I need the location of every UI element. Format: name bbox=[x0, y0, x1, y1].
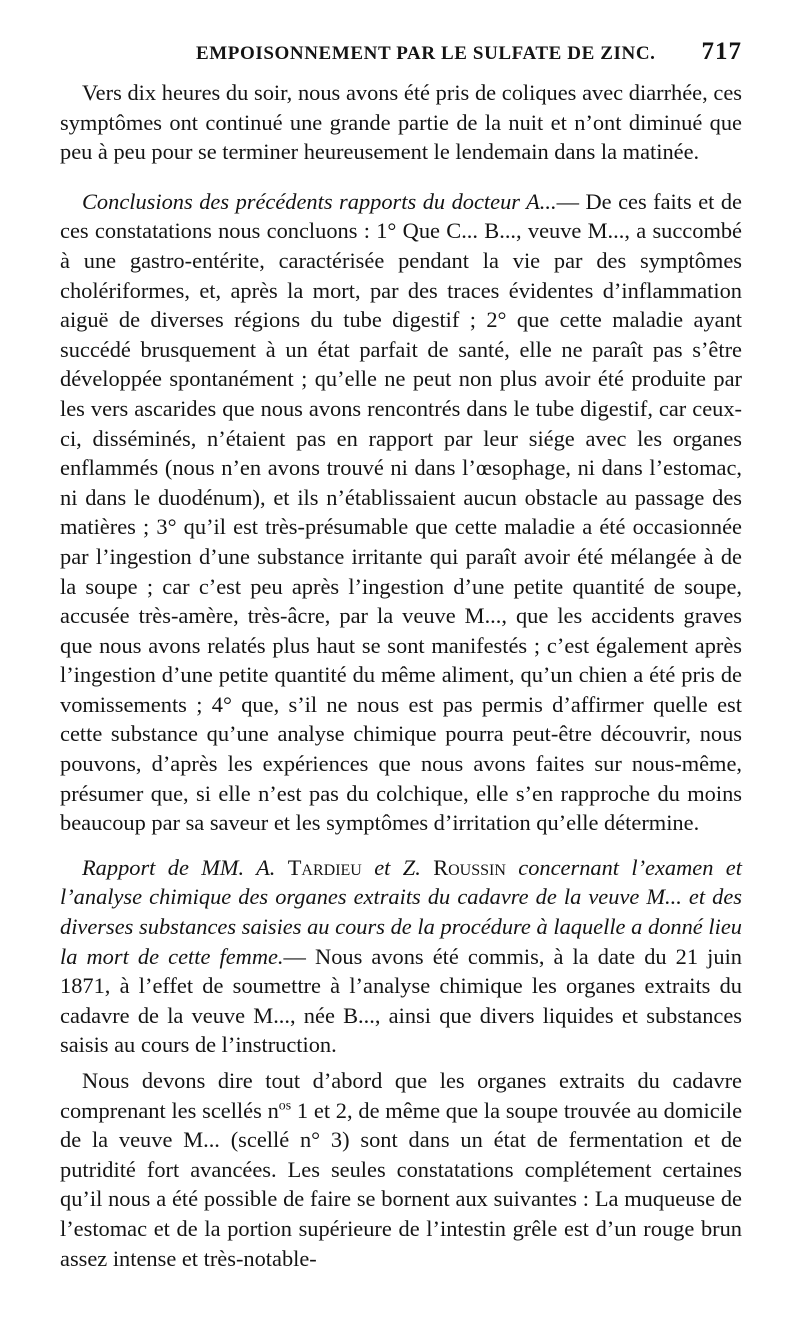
paragraph-symptoms bbox=[60, 78, 742, 167]
section-heading-rapport: Rapport de MM. A. Tardieu et Z. Roussin concernant l’examen et l’analyse chimique des organes extraits du cadavre de la veuve M... et des diverses substances saisies au cours de la procédure à laquelle a donné lieu la mort de cette femme. bbox=[60, 854, 742, 969]
paragraph-conclusions bbox=[60, 187, 742, 838]
running-head: EMPOISONNEMENT PAR LE SULFATE DE ZINC. bbox=[195, 43, 656, 64]
paragraph-rapport bbox=[60, 853, 742, 1060]
paragraph-text: — De ces faits et de ces constatations nous concluons : 1° Que C... B..., veuve M..., a succombé à une gastro-entérite, caractérisée pendant la vie par des symptômes cholériformes, et, après la mort, par des traces évidentes d’inflammation aiguë de diverses régions du tube digestif ; 2° que cette maladie ayant succédé brusquement à un état parfait de santé, elle ne paraît pas s’être développée spontanément ; qu’elle ne peut non plus avoir été produite par les vers ascarides que nous avons rencontrés dans le tube digestif, car ceux-ci, disséminés, n’étaient pas en rapport par leur siége avec les organes enflammés (nous n’en avons trouvé ni dans l’œsophage, ni dans l’estomac, ni dans le duodénum), et ils n’établissaient aucun obstacle au passage des matières ; 3° qu’il est très-présumable que cette maladie a été occasionnée par l’ingestion d’une substance irritante qui paraît avoir été mélangée à de la soupe ; car c’est peu après l’ingestion d’une petite quantité de soupe, accusée très-amère, très-âcre, par la veuve M..., que les accidents graves que nous avons relatés plus haut se sont manifestés ; c’est également après l’ingestion d’une petite quantité du même aliment, qu’un chien a été pris de vomissements ; 4° que, s’il ne nous est pas permis d’affirmer quelle est cette substance qu’une analyse chimique pourra peut-être découvrir, nous pouvons, d’après les expériences que nous avons faites sur nous-même, présumer que, si elle n’est pas du colchique, elle s’en rapproche du moins beaucoup par sa saveur et les symptômes d’irritation qu’elle détermine. bbox=[60, 188, 742, 836]
page-header bbox=[60, 38, 742, 78]
paragraph-text: Vers dix heures du soir, nous avons été pris de coliques avec diarrhée, ces symptômes ont continué une grande partie de la nuit et n’ont diminué que peu à peu pour se terminer heureusement le lendemain dans la matinée. bbox=[60, 80, 742, 165]
body-text bbox=[60, 78, 742, 1273]
page-number: 717 bbox=[701, 38, 742, 65]
author-name-tardieu: Tardieu bbox=[287, 854, 362, 880]
paragraph-analysis: Nous devons dire tout d’abord que les organes extraits du cadavre comprenant les scellés $n^{os}$ 1 et 2, de même que la soupe trouvée au domicile de la veuve M... (scellé n° 3) sont dans un état de fermentation et de putridité fort avancées. Les seules constatations complétement certaines qu’il nous a été possible de faire se bornent aux suivantes : La muqueuse de l’estomac et de la portion supérieure de l’intestin grêle est d’un rouge brun assez intense et très-notable- bbox=[60, 1068, 743, 1271]
paragraph-text: — Nous avons été commis, à la date du 21 juin 1871, à l’effet de soumettre à l’analyse chimique les organes extraits du cadavre de la veuve M..., née B..., ainsi que divers liquides et substances saisis au cours de l’instruction. bbox=[60, 943, 742, 1058]
section-heading-conclusions: Conclusions des précédents rapports du docteur A... bbox=[82, 188, 557, 214]
author-name-roussin: Roussin bbox=[433, 854, 506, 880]
